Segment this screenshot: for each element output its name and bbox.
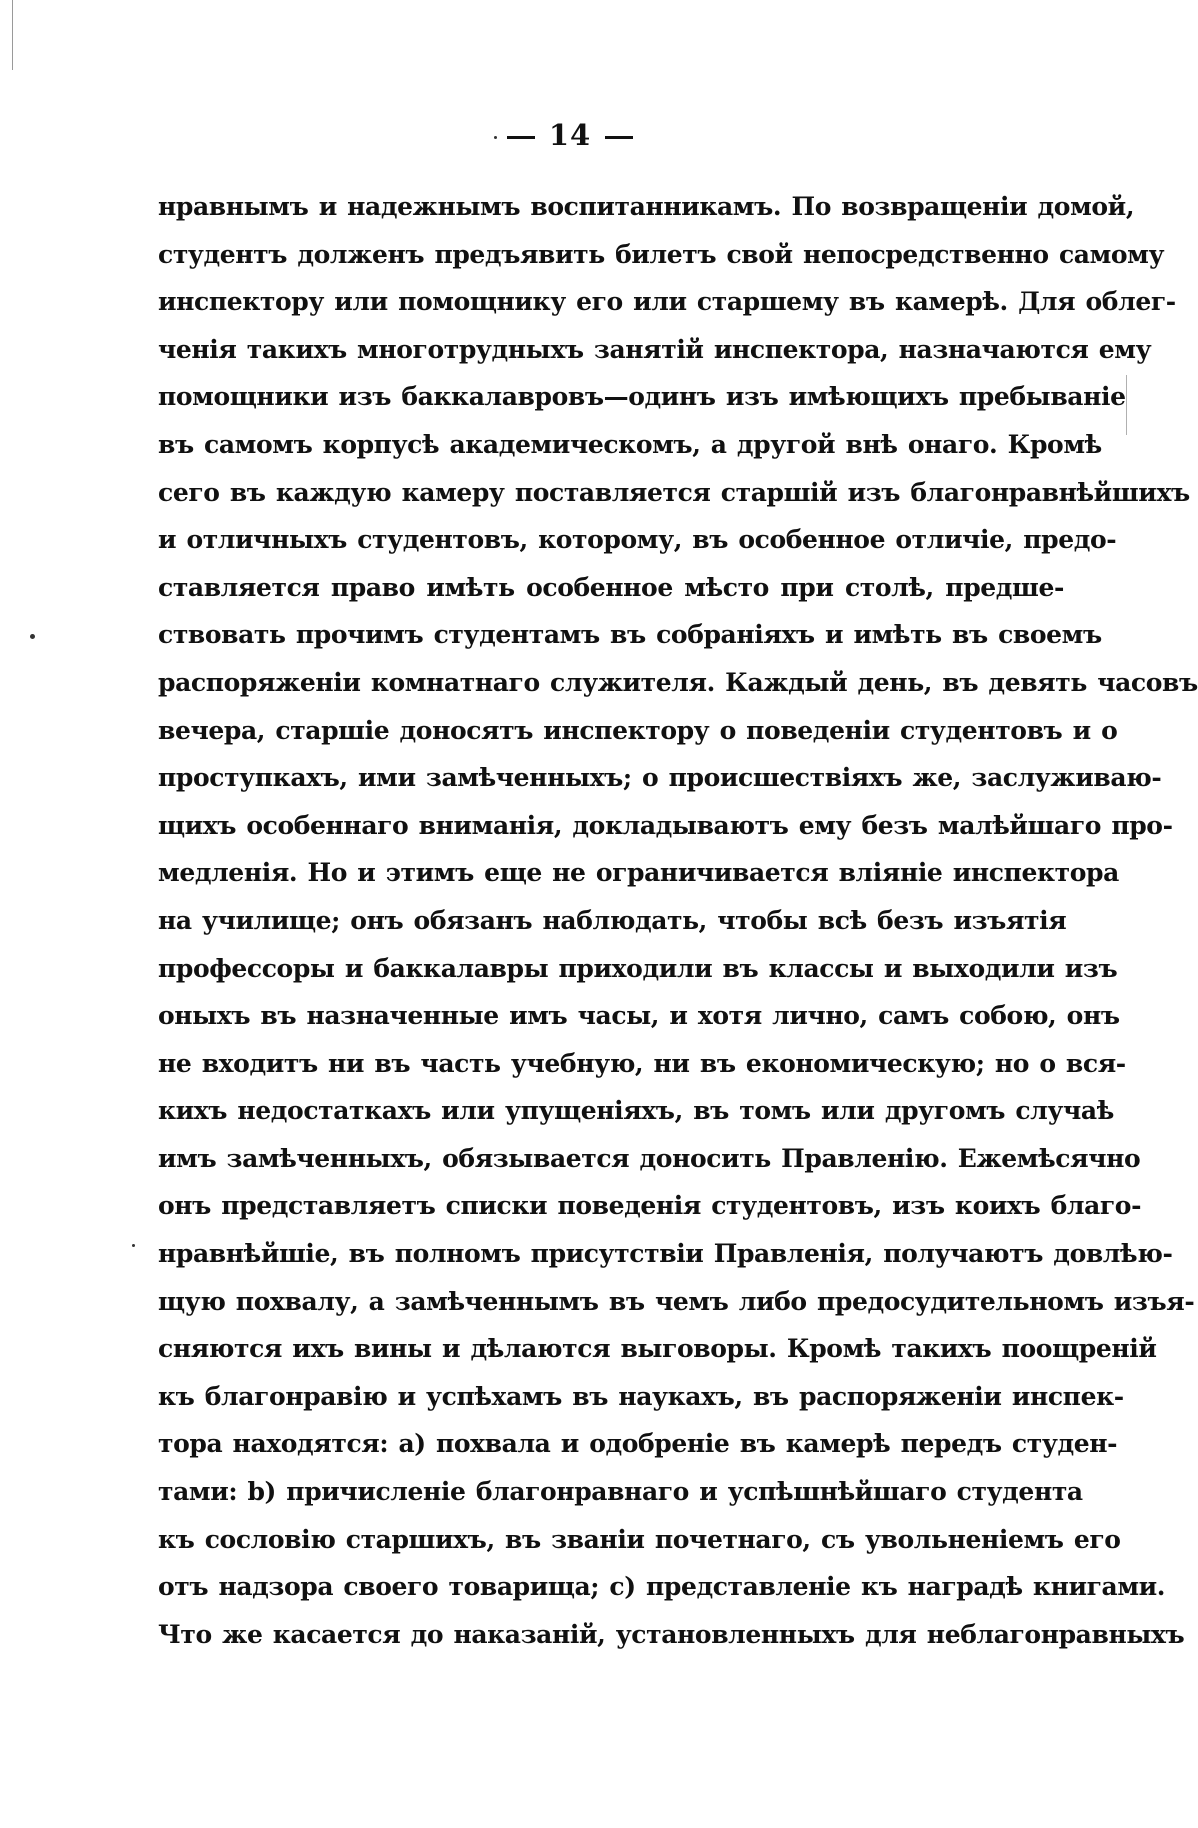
- text-line: профессоры и баккалавры приходили въ классы и выходили изъ: [158, 953, 1118, 983]
- text-line: къ сословію старшихъ, въ званіи почетнаго, съ увольненіемъ его: [158, 1524, 1121, 1554]
- text-line: ставляется право имѣть особенное мѣсто при столѣ, предше-: [158, 572, 1064, 602]
- text-line: проступкахъ, ими замѣченныхъ; о происшествіяхъ же, заслуживаю-: [158, 763, 1162, 793]
- page-number: 14: [548, 118, 592, 152]
- text-line: Что же касается до наказаній, установленныхъ для неблагонравныхъ: [158, 1619, 1185, 1649]
- text-line: нравнымъ и надежнымъ воспитанникамъ. По возвращеніи домой,: [158, 192, 1135, 221]
- text-line: медленія. Но и этимъ еще не ограничивается вліяніе инспектора: [158, 858, 1119, 888]
- body-text: [158, 183, 1198, 1658]
- scan-edge-line-right: [1126, 375, 1127, 435]
- text-line: инспектору или помощнику его или старшему въ камерѣ. Для облег-: [158, 287, 1176, 317]
- text-line: нравнѣйшіе, въ полномъ присутствіи Правленія, получаютъ довлѣю-: [158, 1239, 1173, 1269]
- text-line: сего въ каждую камеру поставляется старшій изъ благонравнѣйшихъ: [158, 477, 1190, 507]
- text-line: и отличныхъ студентовъ, которому, въ особенное отличіе, предо-: [158, 525, 1117, 555]
- text-line: распоряженіи комнатнаго служителя. Каждый день, въ девять часовъ: [158, 667, 1198, 697]
- text-line: тора находятся: а) похвала и одобреніе въ камерѣ передъ студен-: [158, 1429, 1118, 1459]
- text-line: къ благонравію и успѣхамъ въ наукахъ, въ распоряженіи инспек-: [158, 1381, 1124, 1411]
- text-line: вечера, старшіе доносятъ инспектору о поведеніи студентовъ и о: [158, 715, 1118, 745]
- text-line: отъ надзора своего товарища; с) представленіе къ наградѣ книгами.: [158, 1572, 1166, 1602]
- text-line: щихъ особеннаго вниманія, докладываютъ ему безъ малѣйшаго про-: [158, 810, 1173, 840]
- text-line: студентъ долженъ предъявить билетъ свой непосредственно самому: [158, 239, 1165, 269]
- text-line: тами: b) причисленіе благонравнаго и успѣшнѣйшаго студента: [158, 1477, 1083, 1507]
- text-line: въ самомъ корпусѣ академическомъ, а другой внѣ онаго. Кромѣ: [158, 429, 1102, 459]
- text-line: не входитъ ни въ часть учебную, ни въ економическую; но о вся-: [158, 1048, 1126, 1078]
- text-line: онъ представляетъ списки поведенія студентовъ, изъ коихъ благо-: [158, 1191, 1142, 1221]
- page-number-header: [0, 118, 1140, 152]
- text-line: имъ замѣченныхъ, обязывается доносить Правленію. Ежемѣсячно: [158, 1143, 1141, 1173]
- text-line: щую похвалу, а замѣченнымъ въ чемъ либо предосудительномъ изъя-: [158, 1286, 1195, 1316]
- ink-speck: [30, 634, 35, 639]
- dash-right: [605, 136, 633, 139]
- text-line: сняются ихъ вины и дѣлаются выговоры. Кромѣ такихъ поощреній: [158, 1334, 1157, 1364]
- ink-speck: [132, 1244, 135, 1247]
- text-line: на училище; онъ обязанъ наблюдать, чтобы всѣ безъ изъятія: [158, 905, 1067, 935]
- text-line: оныхъ въ назначенные имъ часы, и хотя лично, самъ собою, онъ: [158, 1001, 1120, 1031]
- scan-edge-line: [12, 0, 13, 70]
- text-line: ченія такихъ многотрудныхъ занятій инспектора, назначаются ему: [158, 334, 1152, 364]
- text-line: ствовать прочимъ студентамъ въ собраніяхъ и имѣть въ своемъ: [158, 620, 1102, 650]
- text-line: помощники изъ баккалавровъ—одинъ изъ имѣющихъ пребываніе: [158, 382, 1126, 412]
- ink-speck: [494, 136, 497, 139]
- text-line: кихъ недостаткахъ или упущеніяхъ, въ томъ или другомъ случаѣ: [158, 1096, 1114, 1126]
- dash-left: [507, 136, 535, 139]
